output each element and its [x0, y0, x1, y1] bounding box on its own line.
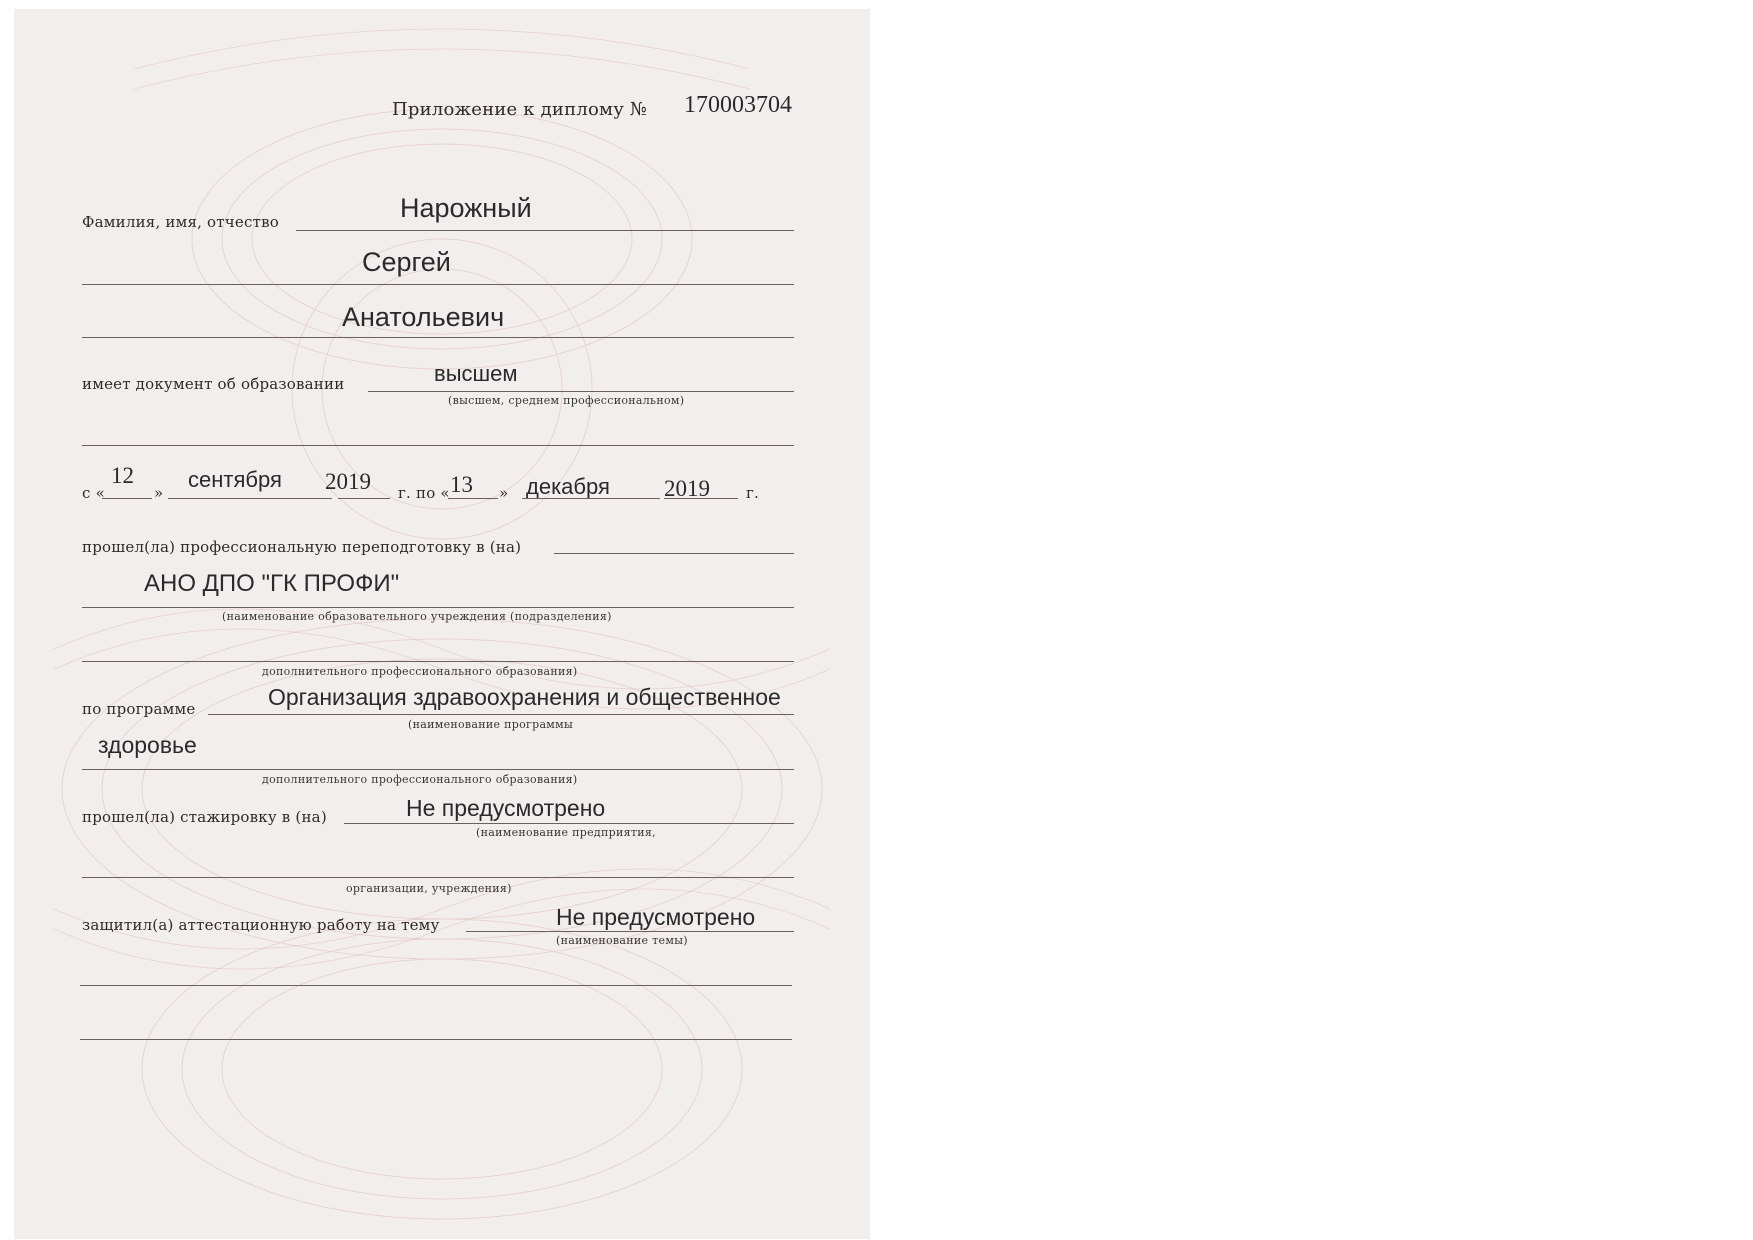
education-label: имеет документ об образовании [82, 375, 345, 393]
fio-surname: Нарожный [400, 193, 532, 223]
period-to-prefix: г. по « [398, 484, 450, 502]
period-from-prefix: с « [82, 484, 105, 502]
thesis-caption: (наименование темы) [556, 934, 688, 947]
fio-patronymic: Анатольевич [342, 302, 505, 332]
retraining-line-2 [82, 607, 794, 608]
program-value-line2: здоровье [98, 732, 197, 758]
fio-name: Сергей [362, 247, 451, 277]
retraining-line-3 [82, 661, 794, 662]
period-to-day: 13 [450, 472, 473, 497]
internship-line-1 [344, 823, 794, 824]
period-to-year: 2019 [664, 476, 710, 501]
education-value: высшем [434, 361, 518, 386]
education-caption: (высшем, среднем профессиональном) [448, 394, 685, 407]
period-to-day-line [448, 498, 498, 499]
period-from-day: 12 [111, 463, 134, 488]
education-line-2 [82, 445, 794, 446]
thesis-value: Не предусмотрено [556, 904, 756, 930]
retraining-line-1 [554, 553, 794, 554]
education-line [368, 391, 794, 392]
program-caption-1: (наименование программы [408, 718, 574, 731]
internship-label: прошел(ла) стажировку в (на) [82, 808, 327, 826]
program-line-1 [208, 714, 794, 715]
retraining-caption-2: дополнительного профессионального образования) [262, 665, 578, 678]
period-quote-close-1: » [154, 484, 164, 502]
thesis-label: защитил(а) аттестационную работу на тему [82, 916, 440, 934]
thesis-line-2 [80, 985, 792, 986]
internship-caption-2: организации, учреждения) [346, 882, 512, 895]
period-to-month: декабря [526, 474, 610, 499]
diploma-number: 170003704 [684, 92, 792, 118]
period-from-year: 2019 [325, 469, 371, 494]
fio-line-3 [82, 337, 794, 338]
fio-line-1 [296, 230, 794, 231]
program-line-2 [82, 769, 794, 770]
period-from-month: сентября [188, 467, 282, 492]
period-quote-close-2: » [499, 484, 509, 502]
fio-label: Фамилия, имя, отчество [82, 213, 279, 231]
period-from-month-line [168, 498, 332, 499]
period-to-year-line [664, 498, 738, 499]
period-from-day-line [102, 498, 152, 499]
thesis-line-3 [80, 1039, 792, 1040]
period-from-year-line [338, 498, 390, 499]
program-value-line1: Организация здравоохранения и общественное [268, 684, 781, 710]
internship-caption-1: (наименование предприятия, [476, 826, 656, 839]
internship-line-2 [82, 877, 794, 878]
internship-value: Не предусмотрено [406, 795, 606, 821]
period-suffix: г. [746, 484, 760, 502]
program-label: по программе [82, 700, 196, 718]
header-title: Приложение к диплому № [392, 99, 648, 120]
retraining-label: прошел(ла) профессиональную переподготовку в (на) [82, 538, 522, 556]
retraining-caption-1: (наименование образовательного учреждения (подразделения) [222, 610, 612, 623]
period-to-month-line [522, 498, 660, 499]
thesis-line-1 [466, 931, 794, 932]
program-caption-2: дополнительного профессионального образования) [262, 773, 578, 786]
retraining-institution: АНО ДПО "ГК ПРОФИ" [144, 570, 400, 597]
fio-line-2 [82, 284, 794, 285]
